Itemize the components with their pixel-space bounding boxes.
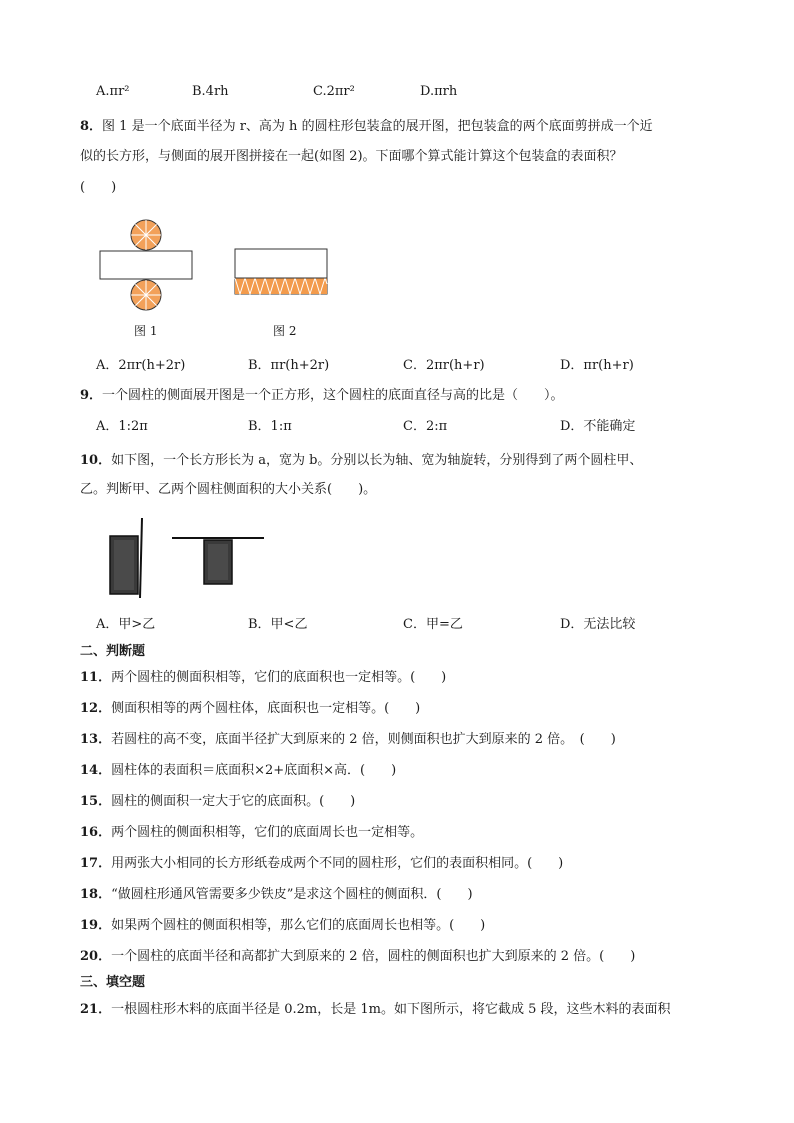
q7-option-a: A.πr² — [96, 84, 130, 99]
q21-number: 21． — [80, 1002, 112, 1017]
figure-1-cylinder-net — [96, 217, 196, 323]
q10-option-b: B．甲<乙 — [248, 617, 308, 632]
judgment-text: “做圆柱形通风管需要多少铁皮”是求这个圆柱的侧面积．( ) — [111, 887, 473, 902]
judgment-number: 12． — [80, 701, 112, 716]
q8-answer-blank: ( ) — [80, 180, 117, 195]
q10-line2: 乙。判断甲、乙两个圆柱侧面积的大小关系( )。 — [80, 482, 377, 497]
q8-option-a: A．2πr(h+2r) — [96, 358, 186, 373]
q8-option-b: B．πr(h+2r) — [248, 358, 330, 373]
judgment-number: 15． — [80, 794, 112, 809]
figure-2-rearranged-net — [234, 248, 328, 298]
judgment-text: 两个圆柱的侧面积相等，它们的底面周长也一定相等。 — [111, 825, 424, 840]
q9-option-c: C．2:π — [403, 419, 448, 434]
q10-option-c: C．甲=乙 — [403, 617, 463, 632]
judgment-20 — [80, 945, 635, 964]
q10-text-1: 如下图，一个长方形长为 a，宽为 b。分别以长为轴、宽为轴旋转，分别得到了两个圆柱甲、 — [111, 453, 643, 468]
judgment-16 — [80, 821, 423, 840]
q9-option-d: D．不能确定 — [560, 419, 636, 434]
judgment-text: 用两张大小相同的长方形纸卷成两个不同的圆柱形，它们的表面积相同。( ) — [111, 856, 564, 871]
judgment-number: 19． — [80, 918, 112, 933]
judgment-11 — [80, 666, 446, 685]
q9-line — [80, 384, 564, 403]
judgment-text: 如果两个圆柱的侧面积相等，那么它们的底面周长也相等。( ) — [111, 918, 486, 933]
q8-number: 8． — [80, 119, 103, 134]
judgment-text: 侧面积相等的两个圆柱体，底面积也一定相等。( ) — [111, 701, 421, 716]
q9-text: 一个圆柱的侧面展开图是一个正方形，这个圆柱的底面直径与高的比是（ ）。 — [102, 388, 564, 403]
q10-figure-rotate-short-axis — [170, 532, 266, 588]
q10-number: 10． — [80, 453, 112, 468]
judgment-number: 13． — [80, 732, 112, 747]
figure-1-caption: 图 1 — [134, 324, 158, 338]
judgment-15 — [80, 790, 355, 809]
judgment-number: 14． — [80, 763, 112, 778]
q8-option-c: C．2πr(h+r) — [403, 358, 485, 373]
q8-text-1: 图 1 是一个底面半径为 r、高为 h 的圆柱形包装盒的展开图，把包装盒的两个底面剪拼成一个近 — [102, 119, 653, 134]
q10-option-a: A．甲>乙 — [96, 617, 156, 632]
judgment-number: 16． — [80, 825, 112, 840]
q9-number: 9． — [80, 388, 103, 403]
judgment-17 — [80, 852, 563, 871]
judgment-number: 18． — [80, 887, 112, 902]
judgment-number: 17． — [80, 856, 112, 871]
judgment-12 — [80, 697, 420, 716]
q8-line2: 似的长方形，与侧面的展开图拼接在一起(如图 2)。下面哪个算式能计算这个包装盒的表面积？ — [80, 149, 623, 164]
judgment-text: 两个圆柱的侧面积相等，它们的底面积也一定相等。( ) — [111, 670, 447, 685]
top-disc — [131, 220, 161, 250]
q7-option-c: C.2πr² — [313, 84, 355, 99]
triangle-strip — [235, 278, 327, 294]
judgment-number: 11． — [80, 670, 112, 685]
judgment-14 — [80, 759, 396, 778]
judgment-13 — [80, 728, 616, 747]
section-2-heading: 二、判断题 — [80, 644, 146, 659]
q8-line1 — [80, 115, 653, 134]
q10-figure-rotate-long-axis — [104, 516, 164, 600]
figure-2-caption: 图 2 — [273, 324, 297, 338]
q9-option-a: A．1:2π — [96, 419, 148, 434]
q7-option-b: B.4rh — [192, 84, 229, 99]
q10-line1 — [80, 449, 642, 468]
q21-text: 一根圆柱形木料的底面半径是 0.2m，长是 1m。如下图所示，将它截成 5 段，这些木料的表面积 — [111, 1002, 671, 1017]
q8-option-d: D．πr(h+r) — [560, 358, 634, 373]
bottom-disc — [131, 280, 161, 310]
q21-line — [80, 998, 671, 1017]
judgment-text: 若圆柱的高不变，底面半径扩大到原来的 2 倍，则侧面积也扩大到原来的 2 倍。 ( ) — [111, 732, 616, 747]
judgment-text: 一个圆柱的底面半径和高都扩大到原来的 2 倍，圆柱的侧面积也扩大到原来的 2 倍。( ) — [111, 949, 636, 964]
judgment-18 — [80, 883, 473, 902]
judgment-text: 圆柱的侧面积一定大于它的底面积。( ) — [111, 794, 356, 809]
section-3-heading: 三、填空题 — [80, 975, 146, 990]
judgment-text: 圆柱体的表面积＝底面积×2+底面积×高．( ) — [111, 763, 397, 778]
q10-option-d: D．无法比较 — [560, 617, 636, 632]
lateral-rectangle — [100, 251, 192, 279]
q7-option-d: D.πrh — [420, 84, 458, 99]
judgment-19 — [80, 914, 485, 933]
q9-option-b: B．1:π — [248, 419, 292, 434]
judgment-number: 20． — [80, 949, 112, 964]
